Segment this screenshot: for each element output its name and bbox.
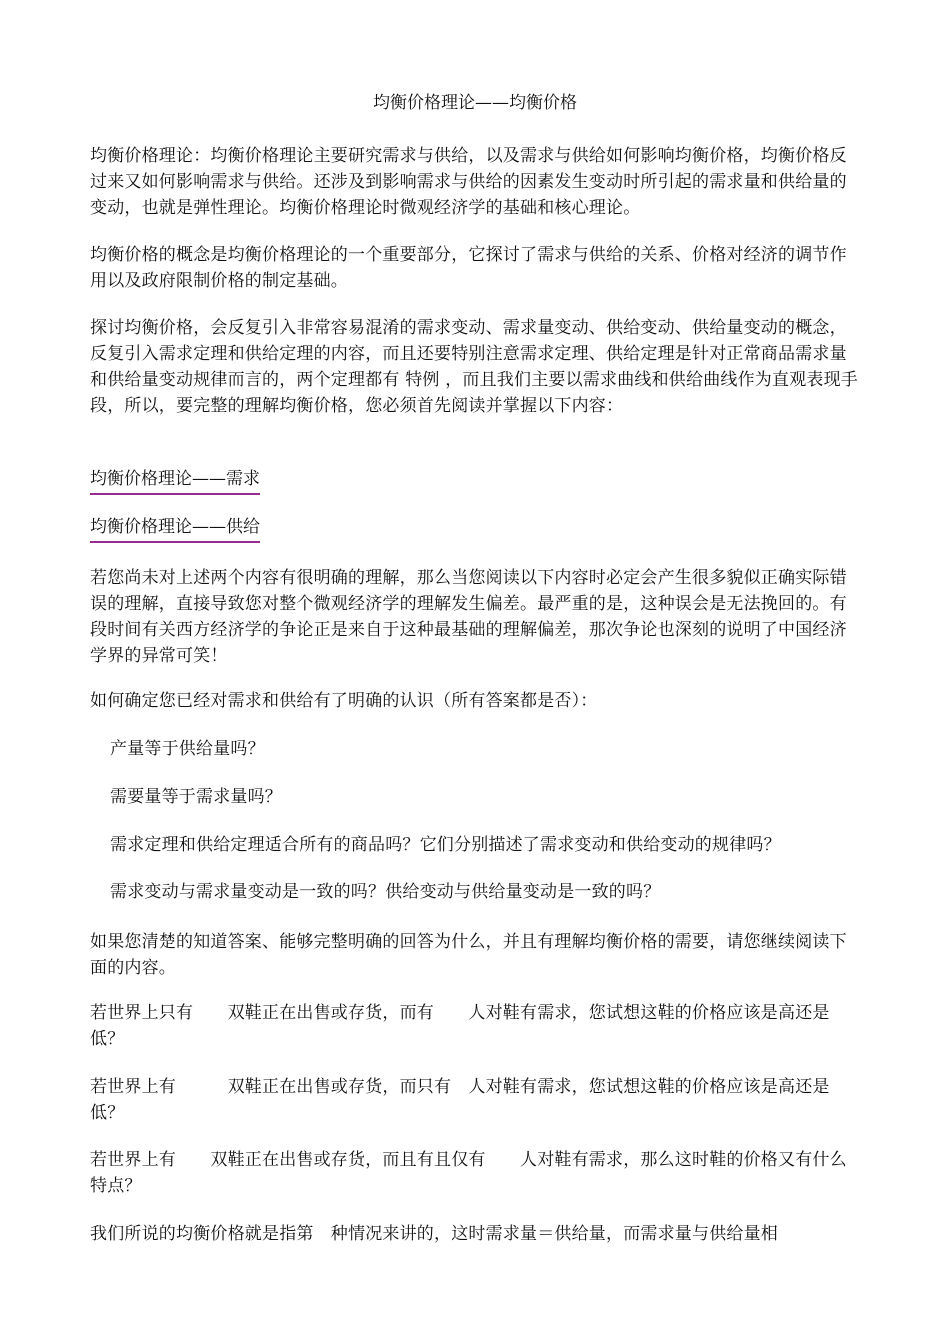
question-item: 需求变动与需求量变动是一致的吗？供给变动与供给量变动是一致的吗？	[110, 882, 661, 902]
continue-paragraph: 如果您清楚的知道答案、能够完整明确的回答为什么，并且有理解均衡价格的需要，请您继续阅读下面的内容。	[90, 932, 847, 978]
scenario-paragraph: 若世界上有 双鞋正在出售或存货，而只有 人对鞋有需求，您试想这鞋的价格应该是高还是低？	[90, 1077, 830, 1123]
question-item: 产量等于供给量吗？	[110, 739, 265, 759]
concept-paragraph: 均衡价格的概念是均衡价格理论的一个重要部分，它探讨了需求与供给的关系、价格对经济的调节作用以及政府限制价格的制定基础。	[90, 245, 847, 291]
link-demand[interactable]: 均衡价格理论——需求	[90, 466, 260, 495]
warning-paragraph: 若您尚未对上述两个内容有很明确的理解，那么当您阅读以下内容时必定会产生很多貌似正确实际错误的理解，直接导致您对整个微观经济学的理解发生偏差。最严重的是，这种误会是无法挽回的。有段时间有关西方经济学的争论正是来自于这种最基础的理解偏差，那次争论也深刻的说明了中国经济学界的异常可笑！	[90, 568, 847, 666]
question-item: 需求定理和供给定理适合所有的商品吗？它们分别描述了需求变动和供给变动的规律吗？	[110, 835, 781, 855]
check-intro: 如何确定您已经对需求和供给有了明确的认识（所有答案都是否）：	[90, 691, 598, 711]
discussion-paragraph: 探讨均衡价格，会反复引入非常容易混淆的需求变动、需求量变动、供给变动、供给量变动的概念，反复引入需求定理和供给定理的内容，而且还要特别注意需求定理、供给定理是针对正常商品需求量和供给量变动规律而言的，两个定理都有 特例 ，而且我们主要以需求曲线和供给曲线作为直观表现手段，所以，要完整的理解均衡价格，您必须首先阅读并掌握以下内容：	[90, 318, 859, 416]
document-title: 均衡价格理论——均衡价格	[373, 93, 577, 113]
intro-paragraph: 均衡价格理论：均衡价格理论主要研究需求与供给，以及需求与供给如何影响均衡价格，均衡价格反过来又如何影响需求与供给。还涉及到影响需求与供给的因素发生变动时所引起的需求量和供给量的变动，也就是弹性理论。均衡价格理论时微观经济学的基础和核心理论。	[90, 146, 847, 218]
link-supply[interactable]: 均衡价格理论——供给	[90, 514, 260, 543]
scenario-paragraph: 若世界上有 双鞋正在出售或存货，而且有且仅有 人对鞋有需求，那么这时鞋的价格又有什么特点？	[90, 1150, 847, 1196]
question-item: 需要量等于需求量吗？	[110, 787, 282, 807]
final-paragraph: 我们所说的均衡价格就是指第 种情况来讲的，这时需求量＝供给量，而需求量与供给量相	[90, 1224, 778, 1244]
scenario-paragraph: 若世界上只有 双鞋正在出售或存货，而有 人对鞋有需求，您试想这鞋的价格应该是高还是低？	[90, 1003, 830, 1049]
